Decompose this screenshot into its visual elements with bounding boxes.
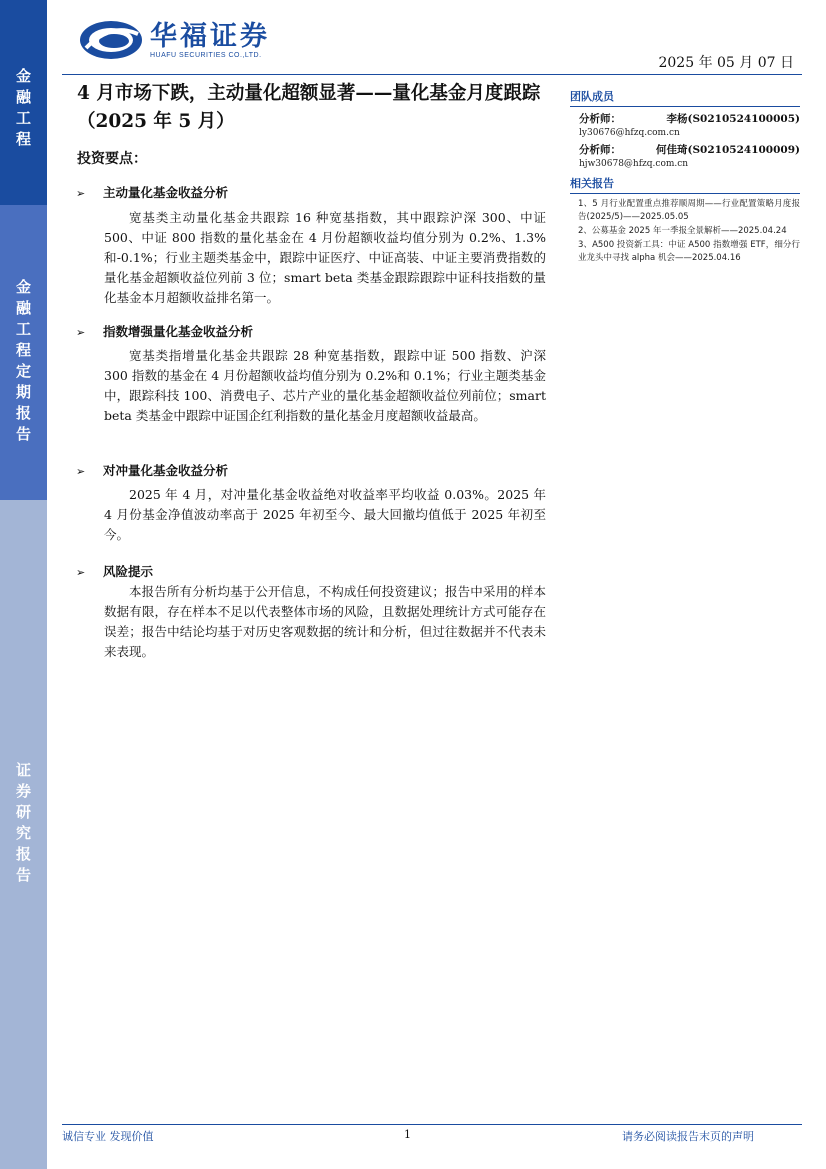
analyst-name: 何佳琦(S0210524100009): [656, 144, 800, 156]
section-body-hedge-quant: 2025 年 4 月，对冲量化基金收益绝对收益率平均收益 0.03%。2025 年 4 月份基金净值波动率高于 2025 年初至今、最大回撤均值低于 2025 年初至今。: [104, 487, 546, 542]
analyst-role: 分析师：: [579, 144, 621, 156]
related-reports-panel: [570, 175, 800, 266]
section-heading-active-quant: ➢ 主动量化基金收益分析: [76, 185, 229, 200]
sidebar-section-top: [0, 0, 47, 205]
analyst-entry: [570, 111, 800, 138]
team-heading: 团队成员: [570, 88, 800, 107]
analyst-email: hjw30678@hfzq.com.cn: [579, 159, 689, 169]
footer-divider: [62, 1124, 802, 1125]
analyst-entry: [570, 142, 800, 169]
page-number: 1: [404, 1128, 411, 1141]
sidebar-label-middle: 金融工程定期报告: [14, 279, 32, 447]
arrow-bullet-icon: ➢: [76, 187, 86, 200]
sidebar-label-top: 金融工程: [14, 68, 32, 152]
sidebar-section-bottom: [0, 500, 47, 1169]
arrow-bullet-icon: ➢: [76, 326, 86, 339]
section-heading-index-enhanced: ➢ 指数增强量化基金收益分析: [76, 324, 254, 339]
section-body-index-enhanced: 宽基类指增量化基金共跟踪 28 种宽基指数，跟踪中证 500 指数、沪深 300 指数的基金在 4 月份超额收益均值分别为 0.2%和 0.1%；行业主题类基金中，跟踪科技 100、消费电子、芯片产业的量化基金超额收益位列前位；smart beta 类基金中跟踪中证国企红利指数的量化基金月度超额收益最高。: [104, 348, 546, 423]
arrow-bullet-icon: ➢: [76, 566, 86, 579]
section-heading-risk: ➢ 风险提示: [76, 564, 154, 579]
sidebar-label-bottom: 证券研究报告: [14, 762, 32, 888]
logo-name-en: HUAFU SECURITIES CO.,LTD.: [150, 51, 262, 59]
report-date: 2025 年 05 月 07 日: [658, 55, 794, 71]
huafu-logo-icon: [78, 18, 144, 62]
report-title: 4 月市场下跌，主动量化超额显著——量化基金月度跟踪（2025 年 5 月）: [77, 83, 541, 132]
analyst-name: 李杨(S0210524100005): [666, 113, 800, 125]
section-body-risk: 本报告所有分析均基于公开信息，不构成任何投资建议；报告中采用的样本数据有限，存在样本不足以代表整体市场的风险，且数据处理统计方式可能存在误差；报告中结论均基于对历史客观数据的统计和分析，但过往数据并不代表未来表现。: [104, 584, 546, 659]
header-divider: [62, 74, 802, 75]
related-heading: 相关报告: [570, 175, 800, 194]
sidebar-section-middle: [0, 205, 47, 500]
analyst-email: ly30676@hfzq.com.cn: [579, 128, 680, 138]
footer-disclaimer-note: 请务必阅读报告末页的声明: [622, 1130, 754, 1143]
section-heading-hedge-quant: ➢ 对冲量化基金收益分析: [76, 463, 229, 478]
logo-name-cn: 华福证券: [150, 20, 270, 52]
footer-slogan: 诚信专业 发现价值: [62, 1130, 154, 1143]
related-report-item[interactable]: 1、5 月行业配置重点推荐顺周期——行业配置策略月度报告(2025/5)——2025.05.05: [578, 199, 800, 222]
team-panel: [570, 88, 800, 169]
company-logo: [78, 18, 270, 62]
analyst-role: 分析师：: [579, 113, 621, 125]
arrow-bullet-icon: ➢: [76, 465, 86, 478]
section-body-active-quant: 宽基类主动量化基金共跟踪 16 种宽基指数，其中跟踪沪深 300、中证 500、中证 800 指数的量化基金在 4 月份超额收益均值分别为 0.2%、1.3%和-0.1%；行业主题类基金中，跟踪中证医疗、中证高装、中证主要消费指数的量化基金超额收益位列前 3 位；smart beta 类基金跟踪跟踪中证科技指数的量化基金本月超额收益排名第一。: [104, 210, 546, 305]
key-points-label: 投资要点：: [77, 151, 147, 167]
related-report-item[interactable]: 2、公募基金 2025 年一季报全景解析——2025.04.24: [578, 226, 787, 236]
related-report-item[interactable]: 3、A500 投资新工具：中证 A500 指数增强 ETF，细分行业龙头中寻找 alpha 机会——2025.04.16: [578, 240, 800, 263]
